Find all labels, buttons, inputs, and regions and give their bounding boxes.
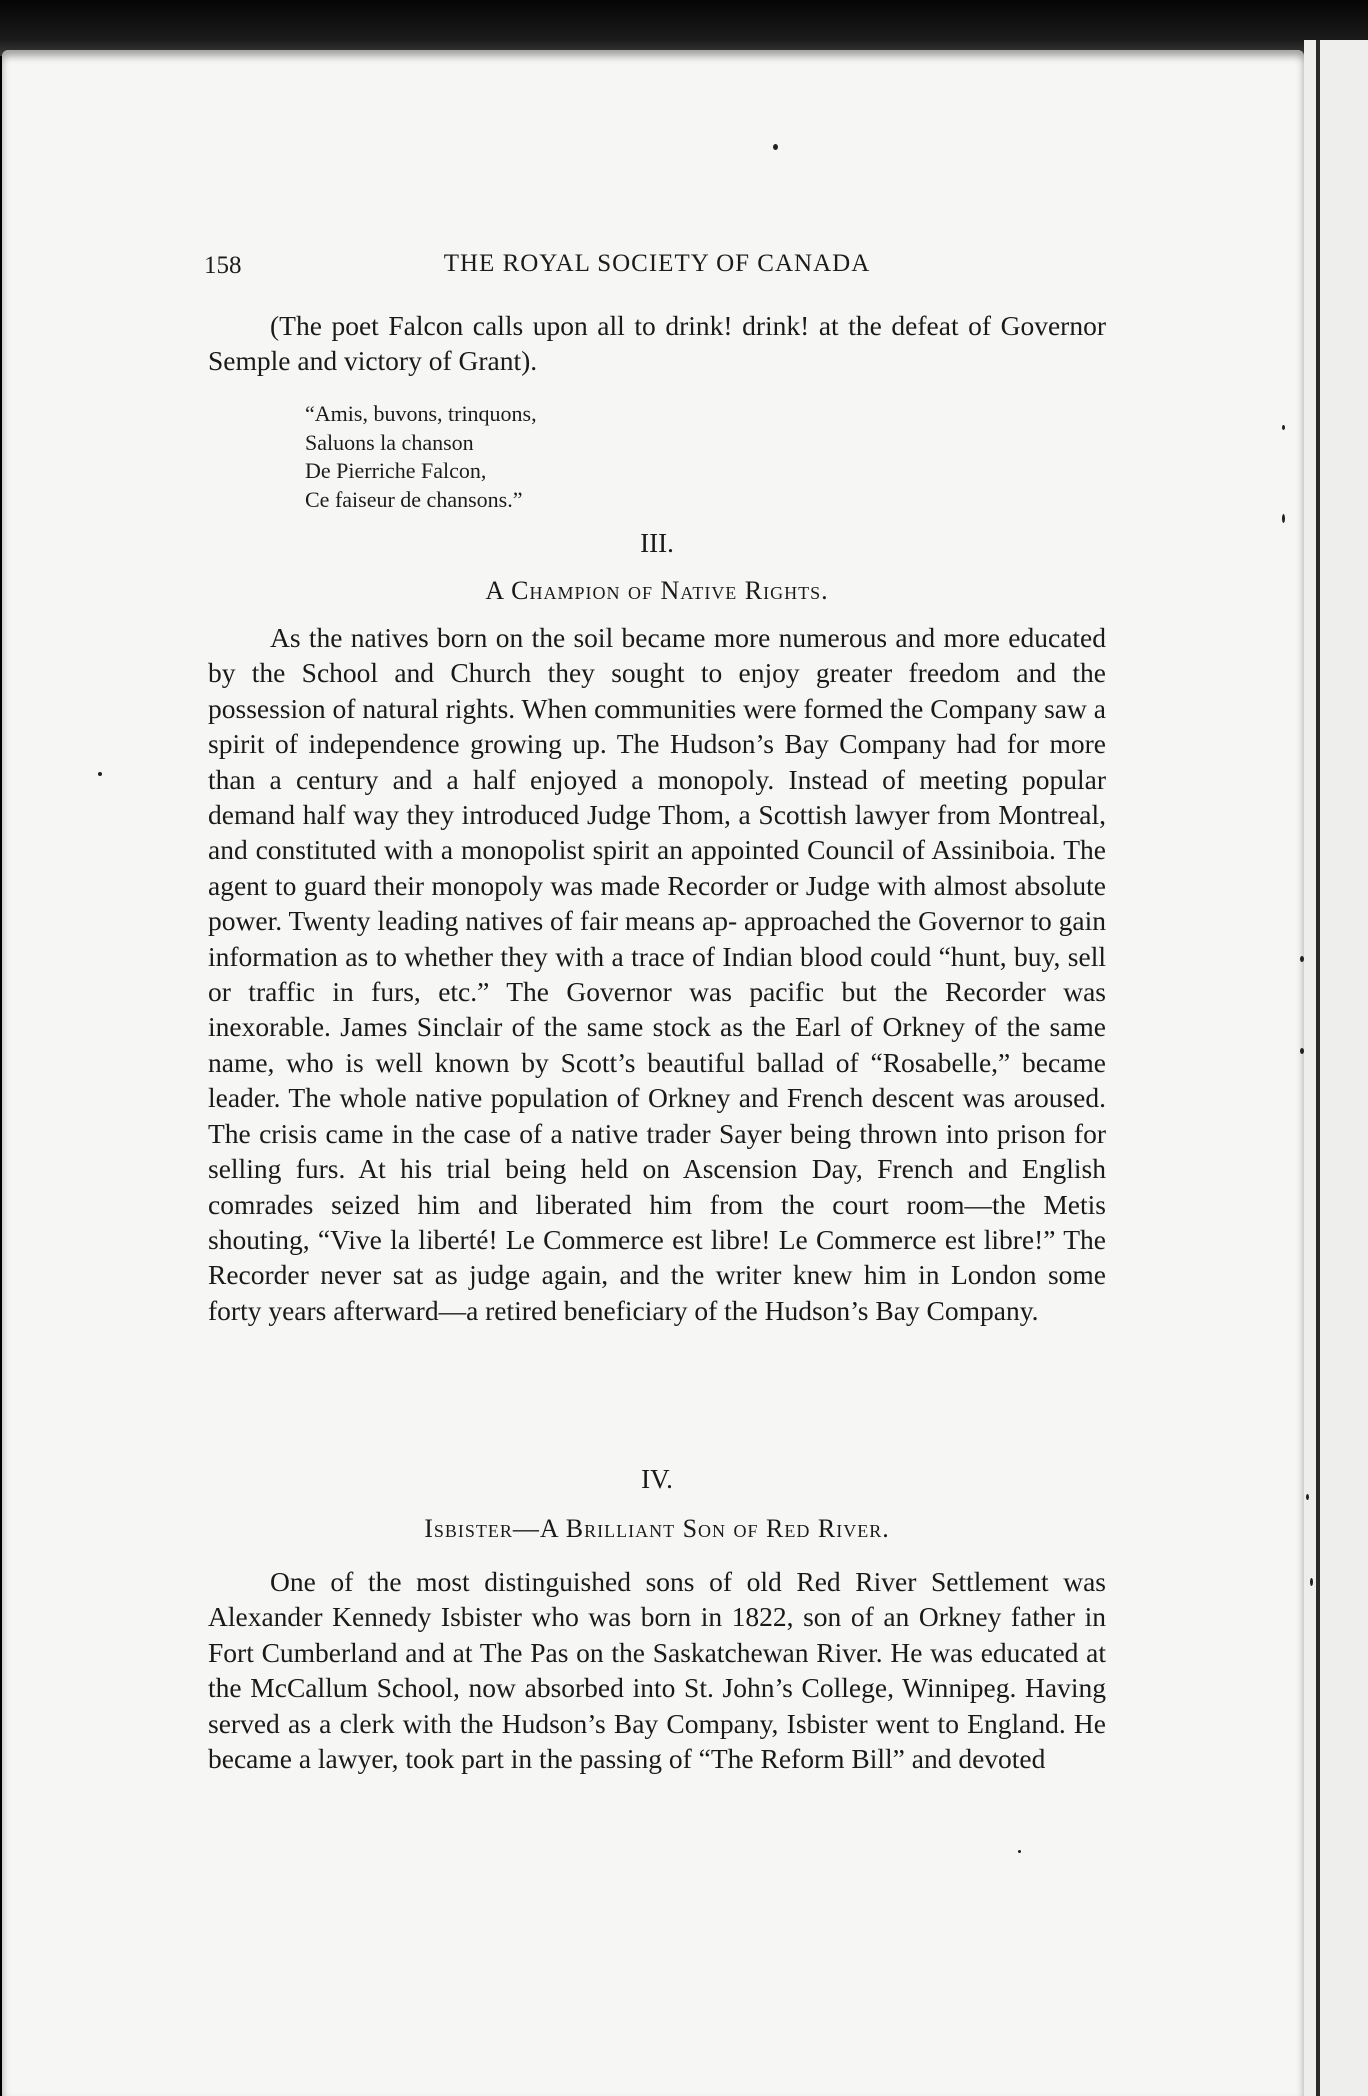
verse-line: Saluons la chanson: [305, 429, 474, 455]
verse-line: De Pierriche Falcon,: [305, 458, 487, 483]
intro-paragraph: (The poet Falcon calls upon all to drink! drink! at the defeat of Governor Semple and victory of Grant).: [208, 310, 1106, 377]
section-numeral-4: IV.: [641, 1464, 673, 1494]
adjacent-page-edge: [1304, 40, 1368, 2096]
scan-speck: [1300, 1048, 1304, 1054]
page-number: 158: [204, 252, 242, 279]
section-numeral-3: III.: [640, 528, 674, 558]
verse-line: “Amis, buvons, trinquons,: [305, 401, 537, 426]
page-header: [204, 250, 1110, 286]
scan-speck: [1306, 1494, 1309, 1500]
section-3-paragraph: As the natives born on the soil became more numerous and more educated by the School and Church they sought to enjoy greater freedom and the possession of natural rights. When communities were formed the Company saw a spirit of independence growing up. The Hudson’s Bay Company had for more than a century and a half enjoyed a monopoly. Instead of meeting popular demand half way they introduced Judge Thom, a Scottish lawyer from Montreal, and constituted with a monopolist spirit an appointed Council of Assiniboia. The agent to guard their monopoly was made Recorder or Judge with almost absolute power. Twenty leading natives of fair means ap- approached the Governor to gain information as to whether they with a trace of Indian blood could “hunt, buy, sell or traffic in furs, etc.” The Governor was pacific but the Recorder was inexorable. James Sinclair of the same stock as the Earl of Orkney of the same name, who is well known by Scott’s beautiful ballad of “Rosabelle,” became leader. The whole native population of Orkney and French descent was aroused. The crisis came in the case of a native trader Sayer being thrown into prison for selling furs. At his trial being held on Ascension Day, French and English comrades seized him and liberated him from the court room—the Metis shouting, “Vive la liberté! Le Commerce est libre! Le Commerce est libre!” The Recorder never sat as judge again, and the writer knew him in London some forty years afterward—a retired beneficiary of the Hudson’s Bay Company.: [208, 622, 1106, 1326]
scan-speck: [1018, 1850, 1021, 1853]
section-3-body: [208, 620, 1106, 1328]
verse-quote: [305, 400, 537, 514]
scan-speck: [1282, 425, 1285, 430]
scan-speck: [1282, 514, 1285, 523]
scan-speck: [1310, 1578, 1313, 1586]
running-title: THE ROYAL SOCIETY OF CANADA: [443, 250, 871, 277]
intro-paragraph-block: [208, 308, 1106, 379]
scan-speck: [98, 772, 102, 776]
section-4-paragraph: One of the most distinguished sons of old Red River Settlement was Alexander Kennedy Isbister who was born in 1822, son of an Orkney father in Fort Cumberland and at The Pas on the Saskatchewan River. He was educated at the McCallum School, now absorbed into St. John’s College, Winnipeg. Having served as a clerk with the Hudson’s Bay Company, Isbister went to England. He became a lawyer, took part in the passing of “The Reform Bill” and devoted: [208, 1566, 1106, 1775]
scan-dark-border: [0, 0, 1368, 56]
page-gutter-line: [1316, 40, 1320, 2096]
scan-speck: [773, 144, 778, 150]
scan-speck: [1300, 956, 1304, 962]
section-title-4: Isbister—A Brilliant Son of Red River.: [424, 1514, 890, 1543]
section-title-3: A Champion of Native Rights.: [485, 576, 829, 605]
section-4-body: [208, 1564, 1106, 1776]
verse-line: Ce faiseur de chansons.”: [305, 486, 523, 512]
